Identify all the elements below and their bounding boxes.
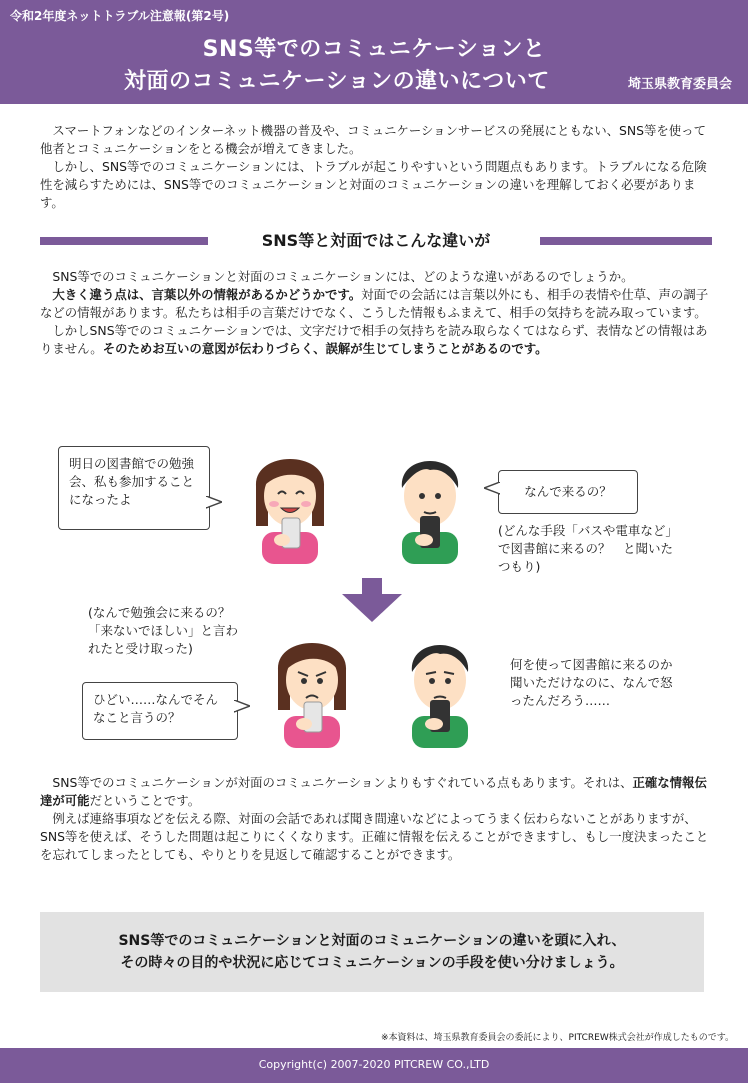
accuracy-bold: 正確な情報伝達が可能 (40, 775, 707, 808)
intro-paragraph-1: スマートフォンなどのインターネット機器の普及や、コミュニケーションサービスの発展にともない、SNS等を使って他者とコミュニケーションをとる機会が増えてきました。 (40, 123, 706, 156)
boy-with-phone-illustration (380, 436, 480, 564)
section-paragraph-3 (40, 322, 712, 358)
intro-text (40, 122, 712, 212)
summary-text (40, 930, 704, 974)
down-arrow-icon (340, 578, 404, 622)
girl-speech-bubble-1: 明日の図書館での勉強会、私も参加することになったよ (58, 446, 210, 530)
advantage-end: だということです。 (89, 793, 201, 808)
page-title-line-1: SNS等でのコミュニケーションと (202, 37, 546, 62)
key-point-bold: 大きく違う点は、言葉以外の情報があるかどうかです。 (52, 287, 362, 302)
section-title: SNS等と対面ではこんな違いが (261, 231, 491, 250)
upset-girl-illustration (262, 620, 362, 748)
bubble-tail-boy-1 (484, 482, 500, 496)
happy-girl-illustration (240, 436, 340, 564)
section-paragraph-1: SNS等でのコミュニケーションと対面のコミュニケーションには、どのような違いがあるのでしょうか。 (52, 269, 634, 284)
advantage-paragraph-1 (40, 774, 712, 810)
girl-interpretation-note: (なんで勉強会に来るの？「来ないでほしい」と言われたと受け取った) (88, 605, 239, 656)
girl-speech-bubble-2: ひどい……なんでそんなこと言うの？ (82, 682, 238, 740)
disclaimer-note: ※本資料は、埼玉県教育委員会の委託により、PITCREW株式会社が作成したものです。 (381, 1033, 734, 1043)
footer-bar (0, 1048, 748, 1083)
issue-label: 令和2年度ネットトラブル注意報(第2号) (10, 9, 230, 23)
boy-intention-note: (どんな手段「バスや電車など」で図書館に来るの？ と聞いたつもり) (498, 523, 674, 574)
advantage-paragraph-2: 例えば連絡事項などを伝える際、対面の会話であれば聞き間違いなどによってうまく伝わらないことがありますが、SNS等を使えば、そうした問題は起こりにくくなります。正確に情報を伝えることができますし、もし一度決まったことを忘れてしまったとしても、やりとりを見返して確認することができます。 (40, 811, 709, 862)
section-heading (40, 228, 712, 252)
intro-paragraph-2: しかし、SNS等でのコミュニケーションには、トラブルが起こりやすいという問題点もあります。トラブルになる危険性を減らすためには、SNS等でのコミュニケーションと対面のコミュニケーションの違いを理解しておく必要があります。 (40, 159, 707, 210)
advantage-intro: SNS等でのコミュニケーションが対面のコミュニケーションよりもすぐれている点もあります。それは、 (52, 775, 633, 790)
section-paragraph-2-rest: 対面での会話には言葉以外にも、相手の表情や仕草、声の調子などの情報があります。私たちは相手の言葉だけでなく、こうした情報もふまえて、相手の気持ちを読み取っています。 (40, 287, 709, 320)
boy-confusion-note: 何を使って図書館に来るのか聞いただけなのに、なんで怒ったんだろう…… (510, 657, 673, 708)
summary-box (40, 912, 704, 992)
section-text (40, 268, 712, 358)
section-paragraph-2 (40, 286, 712, 322)
misunderstanding-bold: そのためお互いの意図が伝わりづらく、誤解が生じてしまうことがあるのです。 (102, 341, 548, 356)
summary-line-1: SNS等でのコミュニケーションと対面のコミュニケーションの違いを頭に入れ、 (118, 933, 626, 949)
page-title-line-2: 対面のコミュニケーションの違いについて (124, 69, 550, 94)
section-paragraph-3-rest: しかしSNS等でのコミュニケーションでは、文字だけで相手の気持ちを読み取らなくてはならず、表情などの情報はありません。 (40, 323, 708, 356)
bubble-tail-girl-1 (206, 496, 222, 510)
bubble-tail-girl-2 (234, 700, 250, 714)
confused-boy-illustration (390, 620, 490, 748)
header-banner (0, 0, 748, 104)
advantage-text (40, 774, 712, 864)
boy-speech-bubble-1: なんで来るの？ (498, 470, 638, 514)
summary-line-2: その時々の目的や状況に応じてコミュニケーションの手段を使い分けましょう。 (120, 955, 624, 971)
publisher-name: 埼玉県教育委員会 (627, 77, 732, 92)
copyright-text: Copyright(c) 2007-2020 PITCREW CO.,LTD (258, 1058, 490, 1071)
